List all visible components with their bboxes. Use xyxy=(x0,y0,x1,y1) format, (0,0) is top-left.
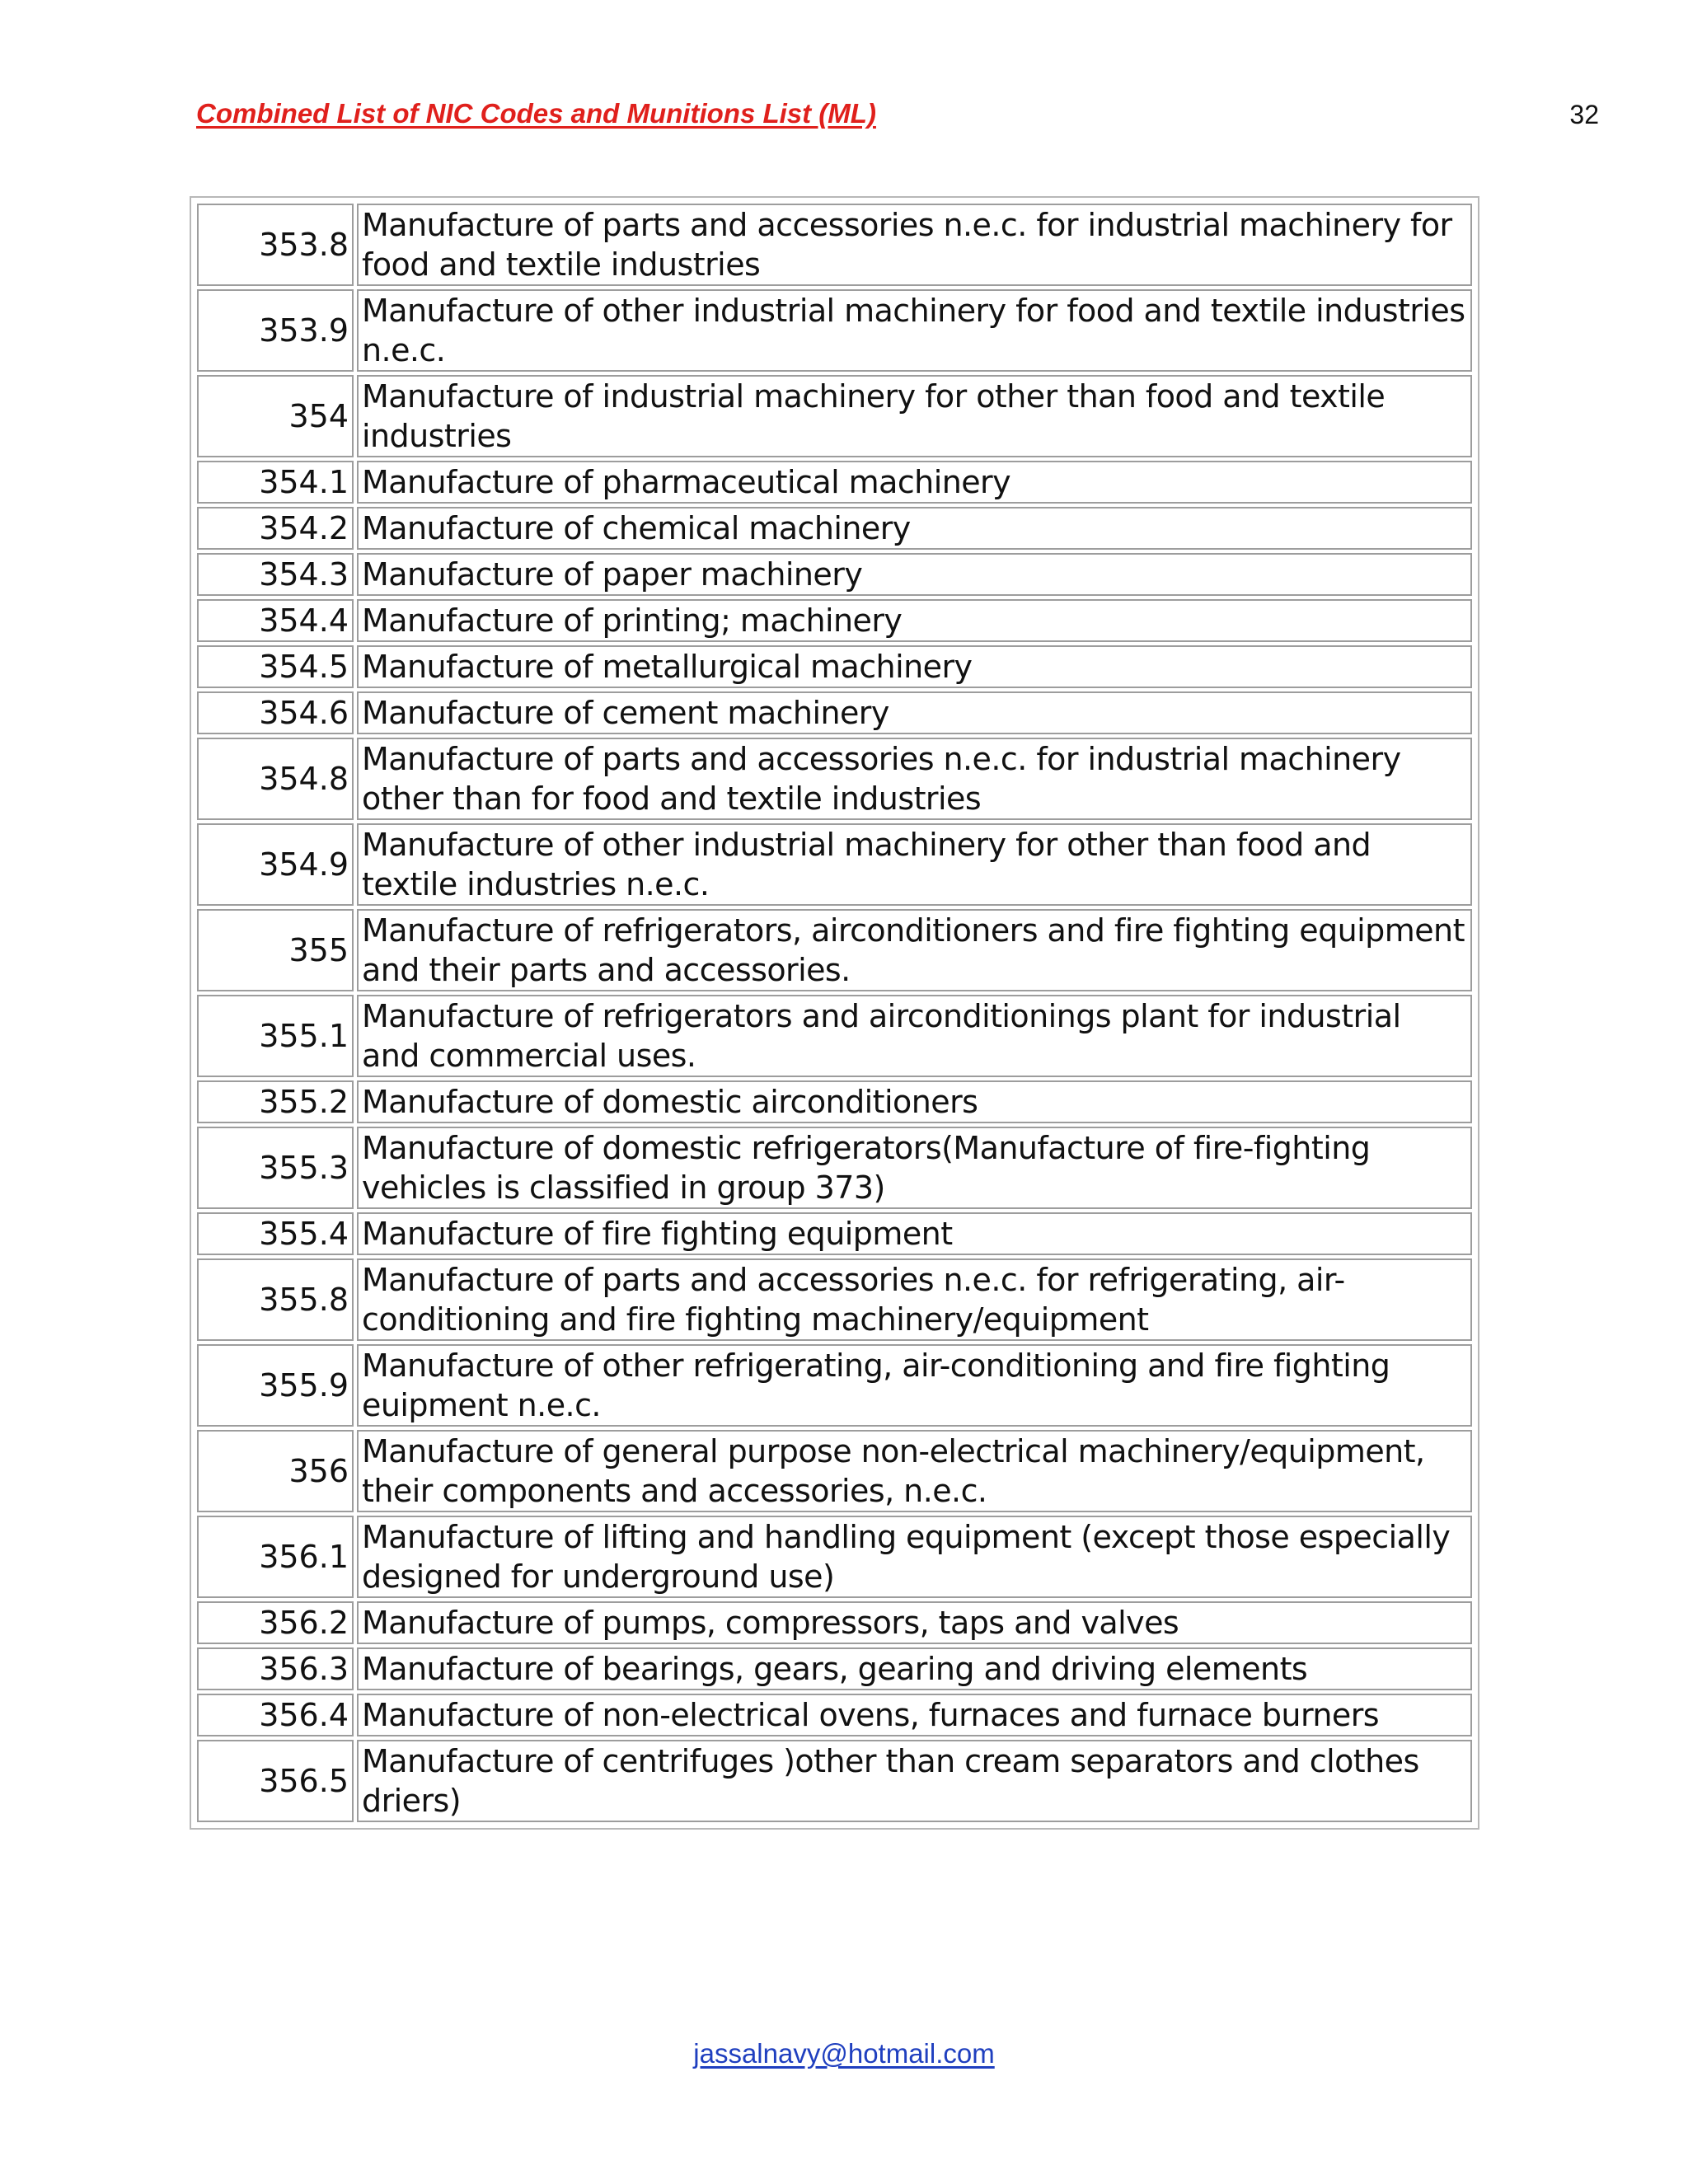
table-row xyxy=(197,375,1472,457)
table-row xyxy=(197,995,1472,1077)
nic-code-cell: 354.6 xyxy=(197,691,354,734)
nic-code-cell: 356.5 xyxy=(197,1740,354,1822)
table-row xyxy=(197,1258,1472,1341)
table-row xyxy=(197,909,1472,991)
footer xyxy=(0,2038,1688,2069)
nic-codes-table-container xyxy=(190,196,1479,1830)
table-row xyxy=(197,1740,1472,1822)
table-row xyxy=(197,823,1472,906)
nic-description-cell: Manufacture of domestic airconditioners xyxy=(357,1080,1472,1123)
nic-description-cell: Manufacture of other industrial machinery for food and textile industries n.e.c. xyxy=(357,289,1472,372)
table-row xyxy=(197,507,1472,550)
nic-description-cell: Manufacture of industrial machinery for other than food and textile industries xyxy=(357,375,1472,457)
nic-description-cell: Manufacture of general purpose non-electrical machinery/equipment, their components and accessories, n.e.c. xyxy=(357,1430,1472,1512)
table-row xyxy=(197,204,1472,286)
nic-code-cell: 356 xyxy=(197,1430,354,1512)
table-row xyxy=(197,1212,1472,1255)
nic-code-cell: 353.8 xyxy=(197,204,354,286)
nic-description-cell: Manufacture of bearings, gears, gearing and driving elements xyxy=(357,1647,1472,1690)
table-row xyxy=(197,1344,1472,1427)
nic-code-cell: 355.9 xyxy=(197,1344,354,1427)
nic-code-cell: 353.9 xyxy=(197,289,354,372)
nic-description-cell: Manufacture of metallurgical machinery xyxy=(357,645,1472,688)
nic-codes-table-body xyxy=(197,204,1472,1822)
nic-description-cell: Manufacture of pumps, compressors, taps and valves xyxy=(357,1601,1472,1644)
nic-code-cell: 355.1 xyxy=(197,995,354,1077)
nic-code-cell: 354.5 xyxy=(197,645,354,688)
nic-description-cell: Manufacture of parts and accessories n.e.c. for industrial machinery other than for food and textile industries xyxy=(357,738,1472,820)
nic-description-cell: Manufacture of parts and accessories n.e.c. for industrial machinery for food and textile industries xyxy=(357,204,1472,286)
table-row xyxy=(197,1647,1472,1690)
document-title: Combined List of NIC Codes and Munitions List (ML) xyxy=(196,98,876,129)
nic-code-cell: 356.4 xyxy=(197,1694,354,1736)
nic-code-cell: 356.2 xyxy=(197,1601,354,1644)
footer-email-link[interactable]: jassalnavy@hotmail.com xyxy=(693,2038,995,2069)
nic-description-cell: Manufacture of non-electrical ovens, furnaces and furnace burners xyxy=(357,1694,1472,1736)
nic-description-cell: Manufacture of fire fighting equipment xyxy=(357,1212,1472,1255)
table-row xyxy=(197,1127,1472,1209)
nic-description-cell: Manufacture of refrigerators and airconditionings plant for industrial and commercial uses. xyxy=(357,995,1472,1077)
nic-description-cell: Manufacture of paper machinery xyxy=(357,553,1472,596)
table-row xyxy=(197,599,1472,642)
nic-description-cell: Manufacture of pharmaceutical machinery xyxy=(357,461,1472,504)
nic-code-cell: 355 xyxy=(197,909,354,991)
nic-code-cell: 354.2 xyxy=(197,507,354,550)
nic-code-cell: 354.4 xyxy=(197,599,354,642)
nic-code-cell: 355.8 xyxy=(197,1258,354,1341)
nic-description-cell: Manufacture of domestic refrigerators(Manufacture of fire-fighting vehicles is classified in group 373) xyxy=(357,1127,1472,1209)
nic-description-cell: Manufacture of other refrigerating, air-conditioning and fire fighting euipment n.e.c. xyxy=(357,1344,1472,1427)
table-row xyxy=(197,553,1472,596)
table-row xyxy=(197,1080,1472,1123)
table-row xyxy=(197,1601,1472,1644)
table-row xyxy=(197,691,1472,734)
nic-description-cell: Manufacture of lifting and handling equipment (except those especially designed for underground use) xyxy=(357,1516,1472,1598)
nic-description-cell: Manufacture of cement machinery xyxy=(357,691,1472,734)
nic-description-cell: Manufacture of refrigerators, airconditioners and fire fighting equipment and their parts and accessories. xyxy=(357,909,1472,991)
nic-code-cell: 356.1 xyxy=(197,1516,354,1598)
nic-code-cell: 354.9 xyxy=(197,823,354,906)
table-row xyxy=(197,738,1472,820)
nic-description-cell: Manufacture of other industrial machinery for other than food and textile industries n.e.c. xyxy=(357,823,1472,906)
nic-code-cell: 354.1 xyxy=(197,461,354,504)
table-row xyxy=(197,1694,1472,1736)
table-row xyxy=(197,1430,1472,1512)
nic-code-cell: 356.3 xyxy=(197,1647,354,1690)
nic-code-cell: 355.2 xyxy=(197,1080,354,1123)
nic-description-cell: Manufacture of centrifuges )other than cream separators and clothes driers) xyxy=(357,1740,1472,1822)
table-row xyxy=(197,1516,1472,1598)
nic-code-cell: 354 xyxy=(197,375,354,457)
table-row xyxy=(197,645,1472,688)
nic-description-cell: Manufacture of chemical machinery xyxy=(357,507,1472,550)
nic-code-cell: 355.4 xyxy=(197,1212,354,1255)
nic-description-cell: Manufacture of parts and accessories n.e.c. for refrigerating, air-conditioning and fire fighting machinery/equipment xyxy=(357,1258,1472,1341)
table-row xyxy=(197,461,1472,504)
nic-codes-table xyxy=(194,200,1475,1825)
nic-description-cell: Manufacture of printing; machinery xyxy=(357,599,1472,642)
nic-code-cell: 354.8 xyxy=(197,738,354,820)
nic-code-cell: 355.3 xyxy=(197,1127,354,1209)
page-number: 32 xyxy=(1569,100,1599,129)
table-row xyxy=(197,289,1472,372)
nic-code-cell: 354.3 xyxy=(197,553,354,596)
